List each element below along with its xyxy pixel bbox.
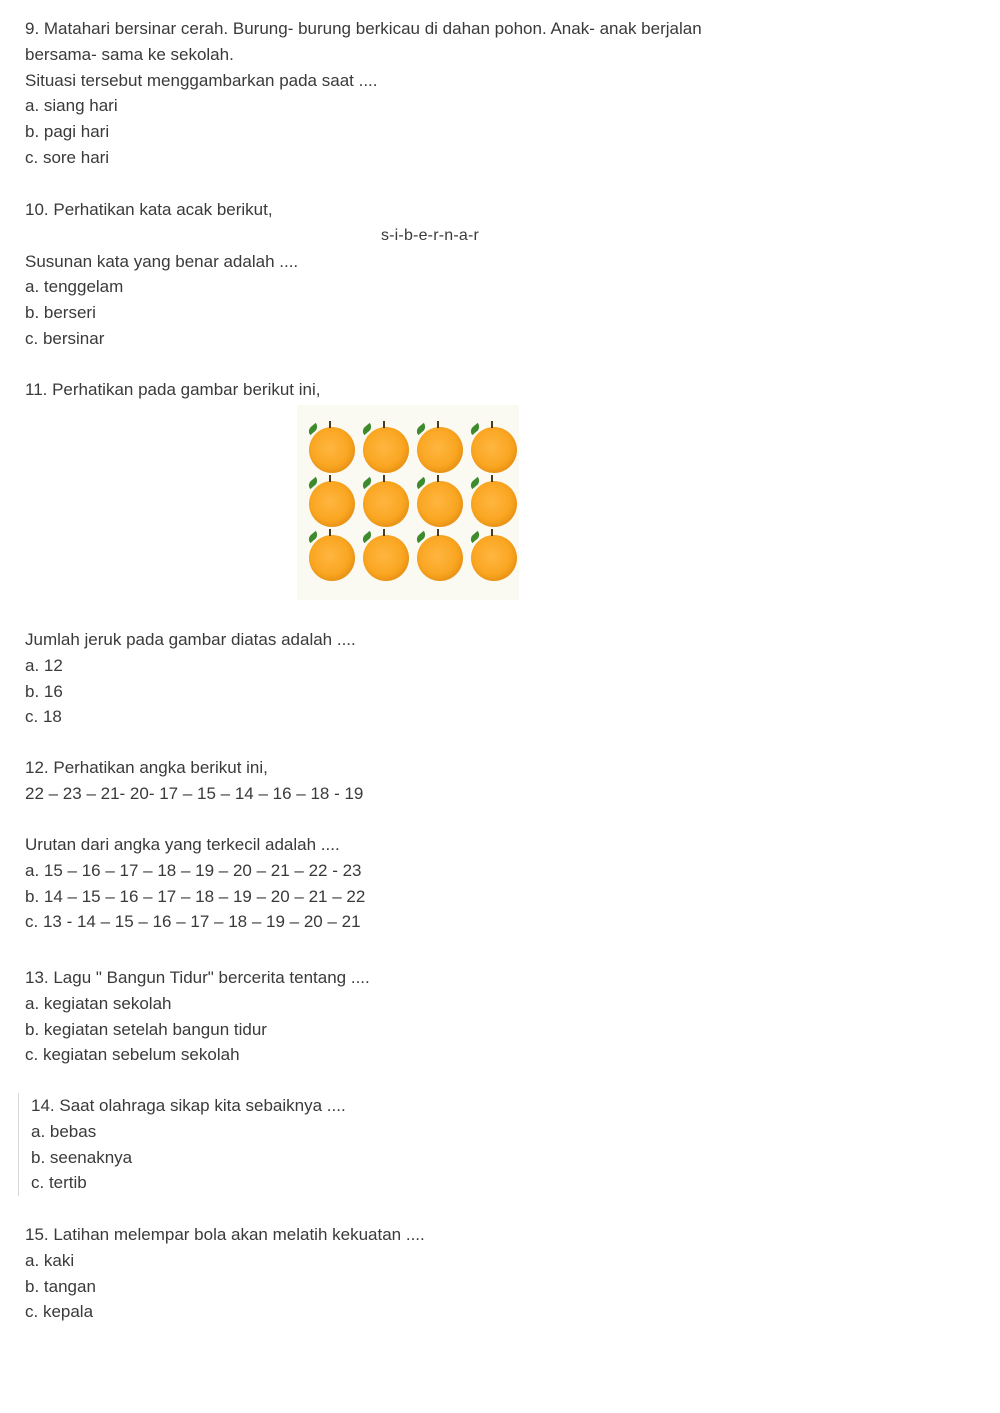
orange-icon [309, 481, 355, 527]
question-11-prompt: Jumlah jeruk pada gambar diatas adalah .... [25, 630, 356, 649]
question-14-option-b: b. seenaknya [31, 1147, 133, 1167]
orange-stem-icon [491, 475, 493, 482]
question-12-option-b: b. 14 – 15 – 16 – 17 – 18 – 19 – 20 – 21 – 22 [25, 886, 366, 906]
question-10-prompt: Susunan kata yang benar adalah .... [25, 251, 299, 271]
question-15-option-c: c. kepala [25, 1302, 94, 1322]
question-9-option-c: c. sore hari [25, 147, 110, 167]
question-9 [25, 16, 965, 171]
question-10-option-c: c. bersinar [25, 328, 105, 348]
orange-stem-icon [383, 529, 385, 536]
orange-icon [417, 427, 463, 473]
question-11 [25, 377, 965, 403]
question-14-option-a: a. bebas [31, 1121, 97, 1141]
question-13-text: 13. Lagu " Bangun Tidur" bercerita tentang .... [25, 968, 370, 987]
question-13-option-c: c. kegiatan sebelum sekolah [25, 1045, 240, 1065]
question-14-option-c: c. tertib [31, 1173, 87, 1193]
orange-icon [417, 481, 463, 527]
question-12-option-a: a. 15 – 16 – 17 – 18 – 19 – 20 – 21 – 22 - 23 [25, 860, 362, 880]
orange-stem-icon [329, 421, 331, 428]
question-11-option-a: a. 12 [25, 655, 63, 675]
orange-stem-icon [329, 529, 331, 536]
question-13-option-a: a. kegiatan sekolah [25, 993, 172, 1013]
orange-icon [471, 481, 517, 527]
orange-stem-icon [491, 421, 493, 428]
question-15-text: 15. Latihan melempar bola akan melatih kekuatan .... [25, 1225, 425, 1244]
question-10-option-b: b. berseri [25, 303, 96, 323]
question-9-text-line2: bersama- sama ke sekolah. [25, 44, 234, 64]
question-10-text: 10. Perhatikan kata acak berikut, [25, 200, 273, 219]
question-12-sequence: 22 – 23 – 21- 20- 17 – 15 – 14 – 16 – 18 - 19 [25, 783, 364, 803]
orange-stem-icon [437, 421, 439, 428]
orange-icon [309, 427, 355, 473]
orange-icon [417, 535, 463, 581]
question-11-text: 11. Perhatikan pada gambar berikut ini, [25, 380, 321, 399]
question-14-text: 14. Saat olahraga sikap kita sebaiknya .... [31, 1096, 346, 1115]
question-12-option-c: c. 13 - 14 – 15 – 16 – 17 – 18 – 19 – 20 – 21 [25, 912, 361, 932]
question-13 [25, 965, 965, 1068]
orange-stem-icon [437, 529, 439, 536]
question-13-option-b: b. kegiatan setelah bangun tidur [25, 1019, 267, 1039]
question-12-prompt: Urutan dari angka yang terkecil adalah .... [25, 835, 340, 854]
question-15-option-a: a. kaki [25, 1250, 75, 1270]
question-9-text-line1: 9. Matahari bersinar cerah. Burung- burung berkicau di dahan pohon. Anak- anak berjalan [25, 19, 702, 38]
orange-icon [363, 481, 409, 527]
orange-icon [363, 535, 409, 581]
question-10-scrambled-word: s-i-b-e-r-n-a-r [380, 226, 480, 244]
orange-icon [309, 535, 355, 581]
question-9-option-a: a. siang hari [25, 96, 118, 116]
question-14 [18, 1093, 971, 1196]
question-12-answers [25, 832, 965, 935]
question-15-option-b: b. tangan [25, 1276, 96, 1296]
oranges-grid-icon [297, 405, 519, 600]
question-12 [25, 755, 965, 807]
question-9-option-b: b. pagi hari [25, 122, 110, 142]
orange-stem-icon [329, 475, 331, 482]
question-11-option-b: b. 16 [25, 681, 63, 701]
question-10 [25, 197, 965, 352]
orange-icon [471, 427, 517, 473]
orange-icon [363, 427, 409, 473]
question-12-text: 12. Perhatikan angka berikut ini, [25, 758, 268, 777]
orange-icon [471, 535, 517, 581]
question-11-answers [25, 627, 965, 730]
question-15 [25, 1222, 965, 1325]
question-11-option-c: c. 18 [25, 707, 62, 727]
question-9-prompt: Situasi tersebut menggambarkan pada saat .... [25, 70, 378, 90]
orange-stem-icon [437, 475, 439, 482]
orange-stem-icon [383, 475, 385, 482]
question-10-option-a: a. tenggelam [25, 277, 124, 297]
orange-stem-icon [491, 529, 493, 536]
orange-stem-icon [383, 421, 385, 428]
